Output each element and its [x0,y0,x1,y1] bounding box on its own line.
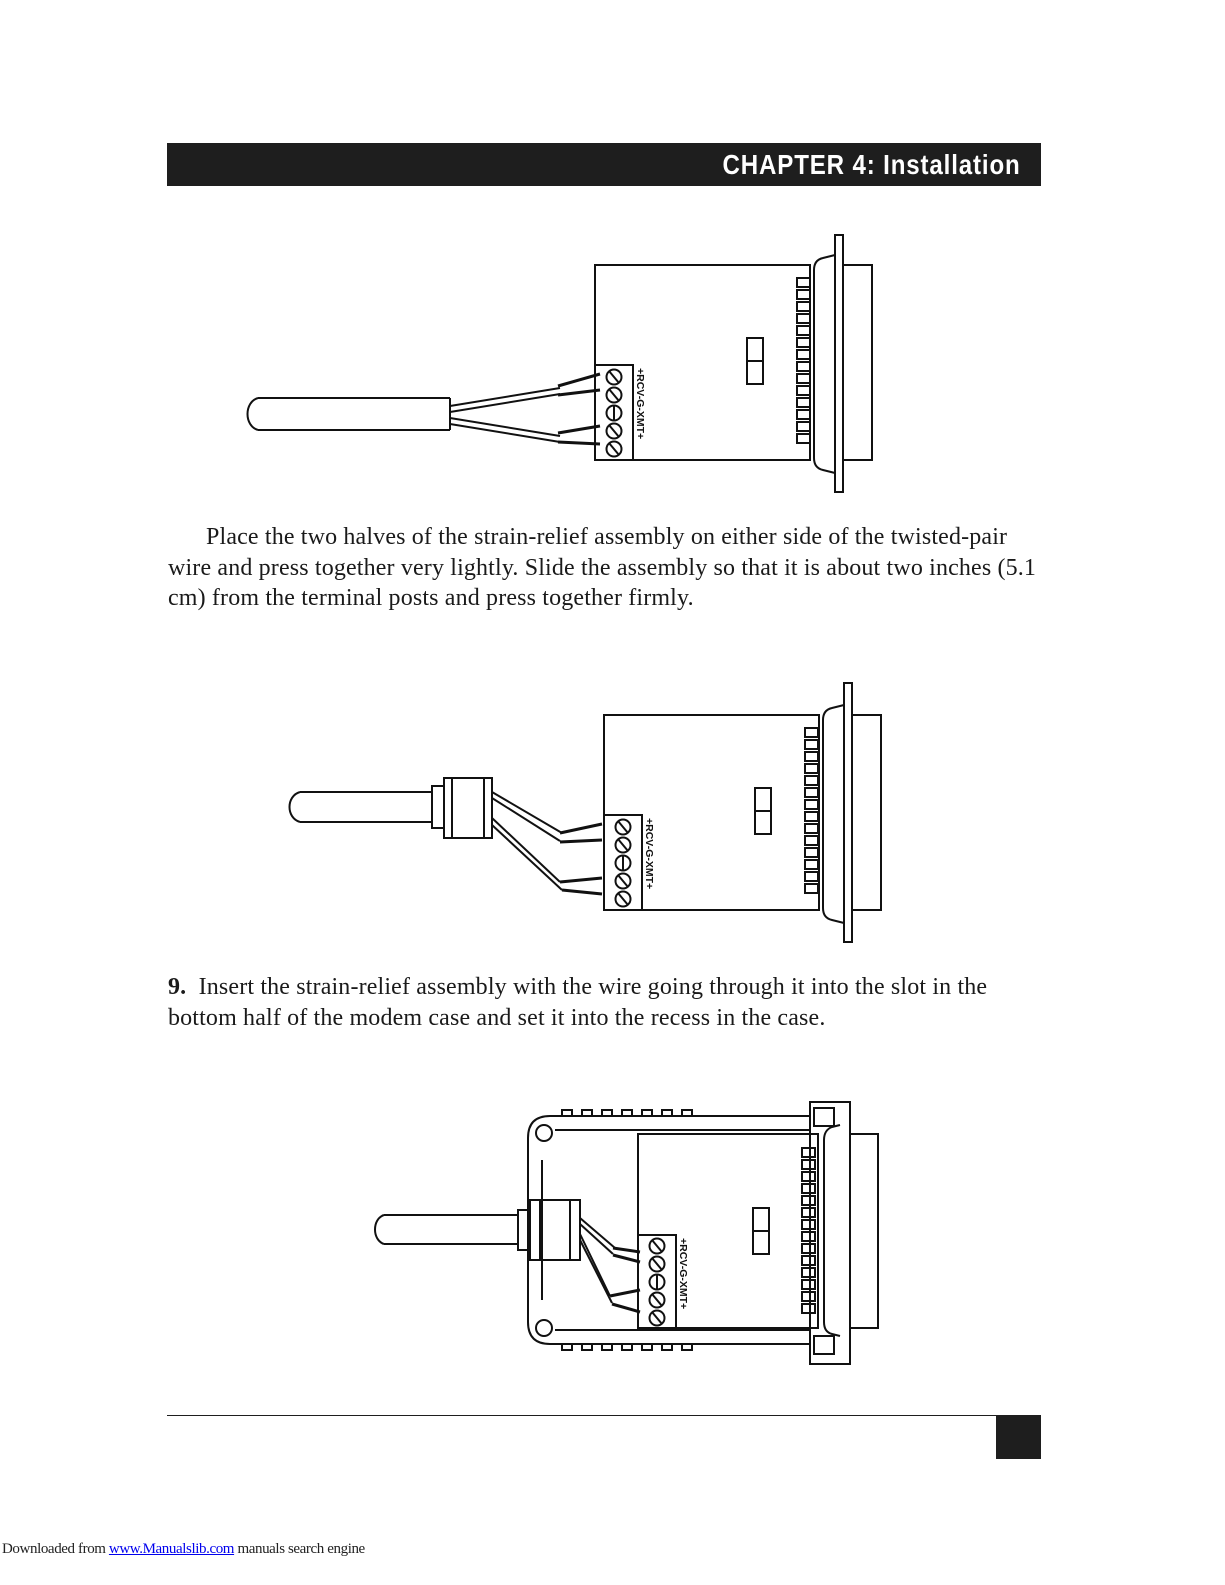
figure-modem-case [370,1100,890,1370]
step-9-number: 9. [168,974,187,1000]
figure-strain-relief-drawing [282,680,892,945]
step-9-text: Insert the strain-relief assembly with the wire going through it into the slot in the bottom half of the modem case and set it into the recess in the case. [168,974,988,1031]
terminal-label-2: +RCV-G-XMT+ [643,818,655,890]
manualslib-link[interactable]: www.Manualslib.com [108,1541,235,1557]
page-number-box [996,1415,1041,1459]
chapter-header-bar [167,143,1041,186]
download-credit [2,1541,365,1558]
footer-rule [167,1415,1041,1416]
download-prefix: Downloaded from [2,1541,106,1557]
strain-relief-paragraph [168,522,1048,614]
figure-modem-case-drawing [370,1100,890,1370]
chapter-title: CHAPTER 4: Installation [722,149,1021,180]
terminal-label: +RCV-G-XMT+ [634,368,646,440]
figure-strain-relief [282,680,892,945]
download-suffix: manuals search engine [237,1541,365,1557]
figure-wire-terminal [240,230,880,500]
terminal-label-3: +RCV-G-XMT+ [677,1238,689,1310]
strain-relief-text: Place the two halves of the strain-relief assembly on either side of the twisted-pair wire and press together very lightly. Slide the assembly so that it is about two inches (5.1 cm) from the terminal posts and press together firmly. [168,524,1037,611]
figure-wire-terminal-drawing [240,230,880,500]
step-9-paragraph [168,972,1048,1033]
